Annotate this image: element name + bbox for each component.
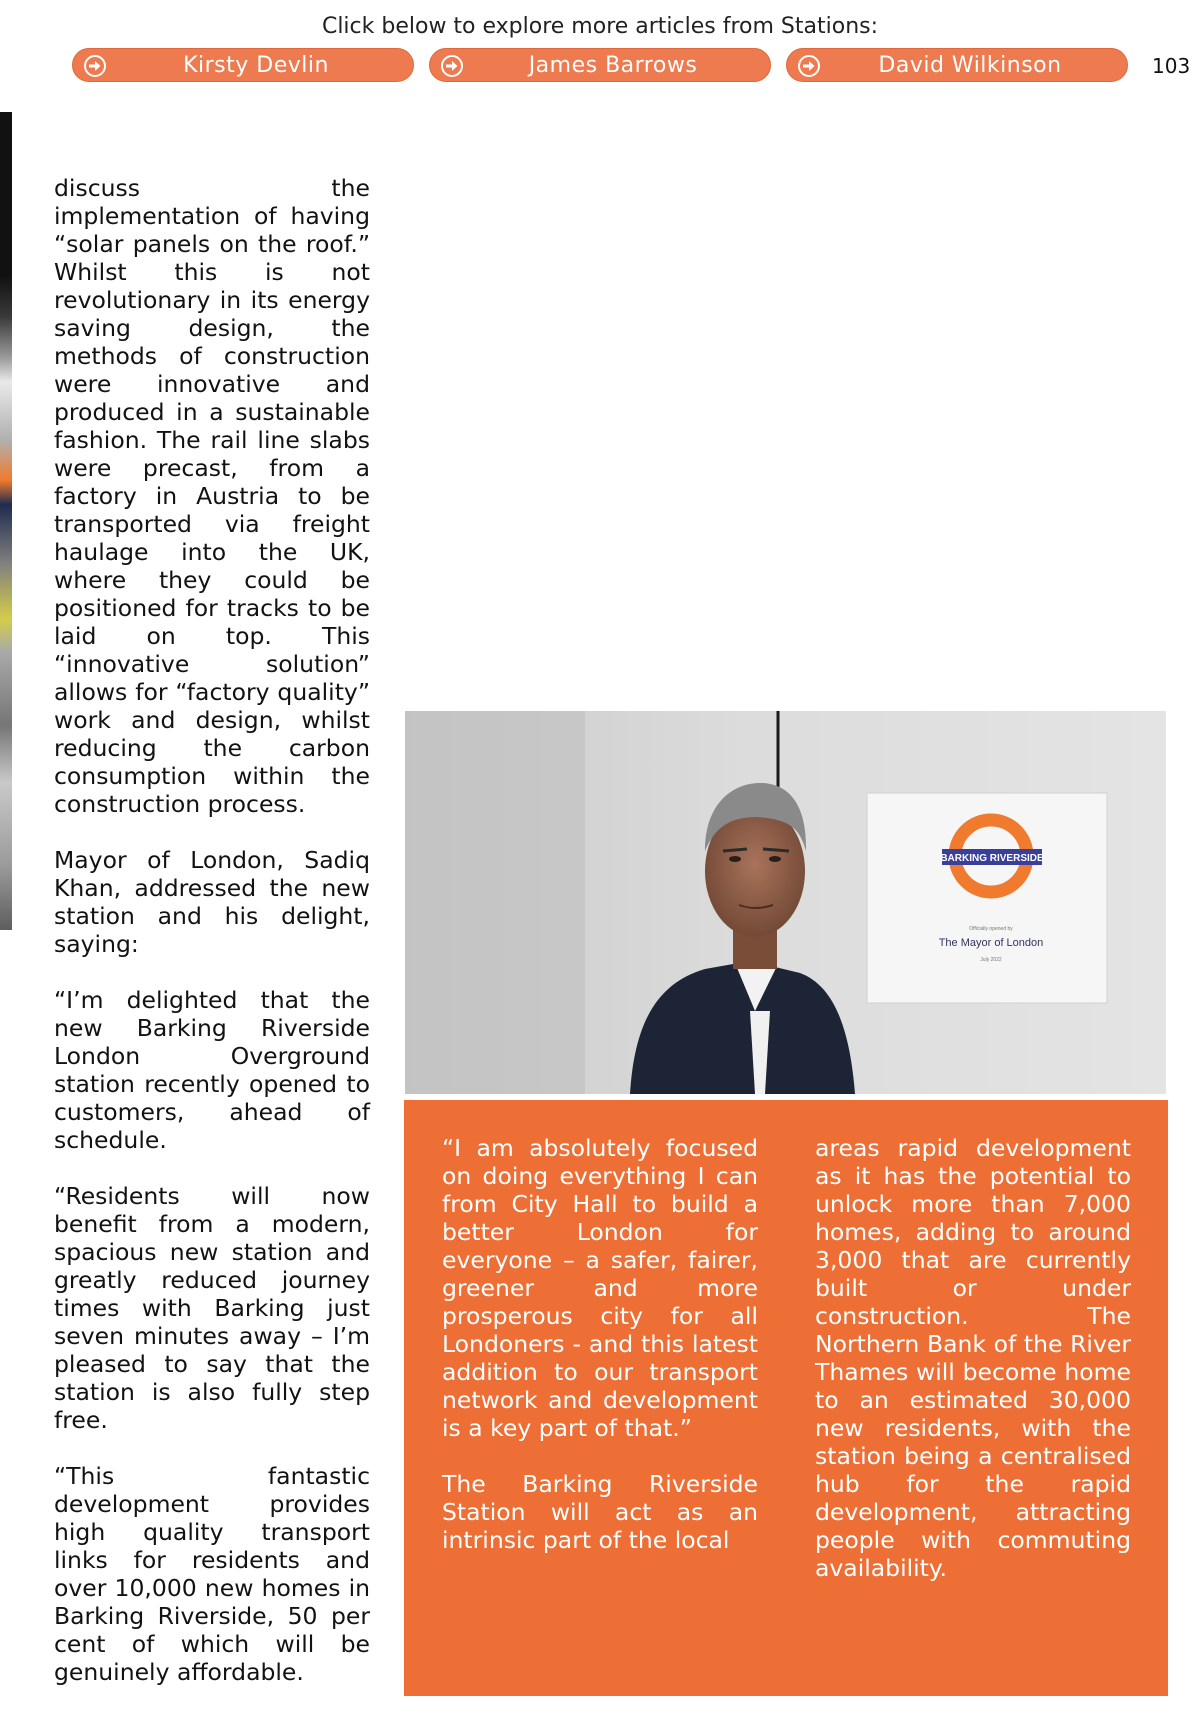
- mayor-portrait-illustration: [405, 711, 1166, 1094]
- article-paragraph: The Barking Riverside Station will act as an intrinsic part of the local: [442, 1470, 758, 1554]
- nav-button-label: David Wilkinson: [878, 53, 1062, 78]
- nav-button-kirsty-devlin[interactable]: [72, 48, 414, 82]
- article-paragraph: areas rapid development as it has the potential to unlock more than 7,000 homes, adding to around 3,000 that are currently built or under construction. The Northern Bank of the River Thames will become home to an estimated 30,000 new residents, with the station being a centralised hub for the rapid development, attracting people with commuting availability.: [815, 1134, 1131, 1582]
- explore-heading: Click below to explore more articles from Stations:: [321, 14, 879, 39]
- article-left-column: [54, 174, 370, 1714]
- article-paragraph: discuss the implementation of having “solar panels on the roof.” Whilst this is not revolutionary in its energy saving design, the methods of construction were innovative and produced in a sustainable fashion. The rail line slabs were precast, from a factory in Austria to be transported via freight haulage into the UK, where they could be positioned for tracks to be laid on top. This “innovative solution” allows for “factory quality” work and design, whilst reducing the carbon consumption within the construction process.: [54, 174, 370, 818]
- sign-station-name: BARKING RIVERSIDE: [940, 853, 1044, 864]
- sign-date: July 2022: [980, 957, 1002, 963]
- arrow-circle-right-icon: [440, 54, 464, 78]
- sign-mayor: The Mayor of London: [938, 937, 1044, 949]
- nav-button-label: Kirsty Devlin: [183, 53, 329, 78]
- quote-panel-column-1: [442, 1134, 758, 1582]
- nav-button-james-barrows[interactable]: [429, 48, 771, 82]
- article-paragraph: Mayor of London, Sadiq Khan, addressed the new station and his delight, saying:: [54, 846, 370, 958]
- article-paragraph: “This fantastic development provides high quality transport links for residents and over 10,000 new homes in Barking Riverside, 50 per cent of which will be genuinely affordable.: [54, 1462, 370, 1686]
- nav-button-label: James Barrows: [528, 53, 698, 78]
- adjacent-page-photo-edge: [0, 112, 12, 930]
- mayor-photo: [405, 711, 1166, 1094]
- nav-button-david-wilkinson[interactable]: [786, 48, 1128, 82]
- article-paragraph: “Residents will now benefit from a modern, spacious new station and greatly reduced journey times with Barking just seven minutes away – I’m pleased to say that the station is also fully step free.: [54, 1182, 370, 1434]
- article-paragraph: “I am absolutely focused on doing everything I can from City Hall to build a better London for everyone – a safer, fairer, greener and more prosperous city for all Londoners - and this latest addition to our transport network and development is a key part of that.”: [442, 1134, 758, 1442]
- arrow-circle-right-icon: [797, 54, 821, 78]
- arrow-circle-right-icon: [83, 54, 107, 78]
- page-number: 103: [1152, 54, 1191, 78]
- article-paragraph: “I’m delighted that the new Barking Riverside London Overground station recently opened to customers, ahead of schedule.: [54, 986, 370, 1154]
- quote-panel-column-2: [815, 1134, 1131, 1610]
- sign-opened-by: Officially opened by: [969, 926, 1013, 932]
